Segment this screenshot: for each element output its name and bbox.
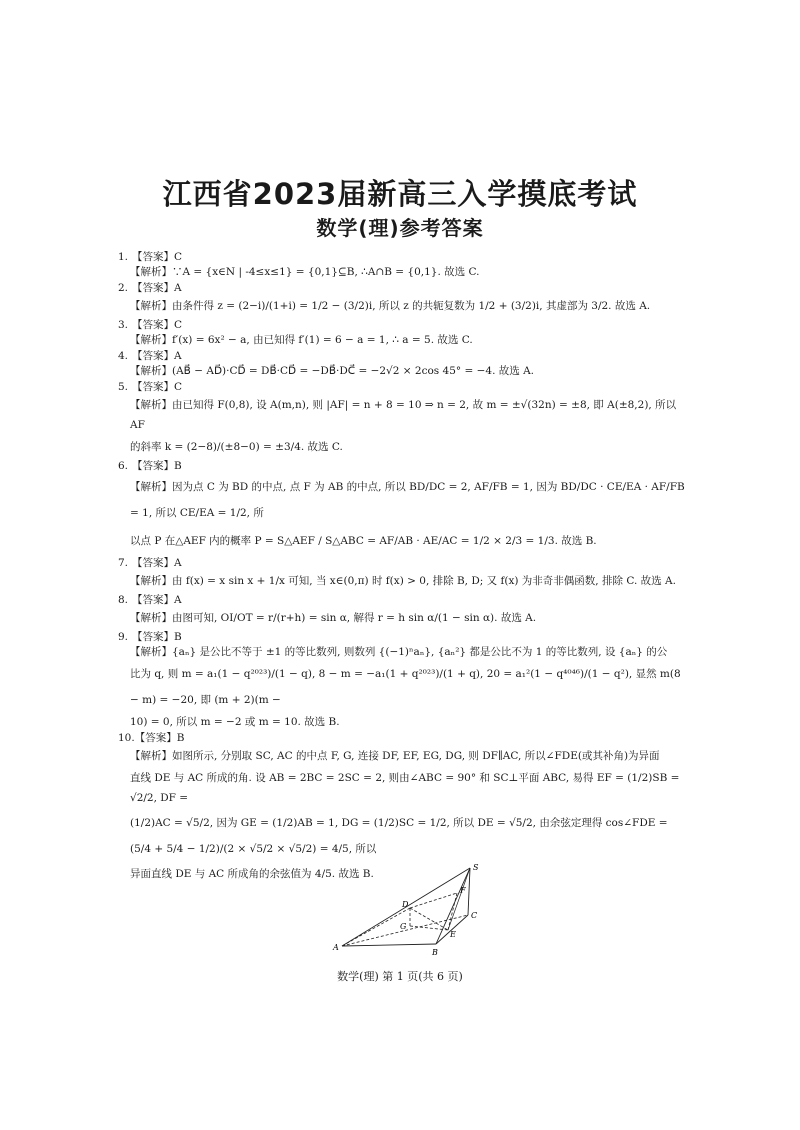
- solution-line: 【解析】f′(x) = 6x² − a, 由已知得 f′(1) = 6 − a = 1, ∴ a = 5. 故选 C.: [130, 334, 473, 346]
- question-number: 9.: [118, 631, 129, 643]
- point-label: F: [460, 886, 466, 895]
- solution-line: 以点 P 在△AEF 内的概率 P = S△AEF / S△ABC = AF/AB · AE/AC = 1/2 × 2/3 = 1/3. 故选 B.: [130, 535, 597, 547]
- point-label: A: [333, 943, 339, 952]
- solution-line: 【解析】由 f(x) = x sin x + 1/x 可知, 当 x∈(0,π) 时 f(x) > 0, 排除 B, D; 又 f(x) 为非奇非偶函数, 排除 C. 故选 A.: [130, 575, 676, 587]
- question-8: [118, 593, 688, 628]
- point-label: E: [450, 930, 456, 939]
- answer-label: 【答案】B: [132, 460, 182, 472]
- point-label: D: [402, 900, 409, 909]
- solution-line: 【解析】(AB⃗ − AD⃗)·CD⃗ = DB⃗·CD⃗ = −DB⃗·DC⃗ = −2√2 × 2cos 45° = −4. 故选 A.: [130, 365, 535, 377]
- page-subtitle: 数学(理)参考答案: [316, 216, 484, 240]
- point-label: C: [471, 911, 478, 920]
- point-label: B: [432, 948, 438, 957]
- solution-line: 【解析】如图所示, 分别取 SC, AC 的中点 F, G, 连接 DF, EF, EG, DG, 则 DF∥AC, 所以∠FDE(或其补角)为异面: [130, 750, 660, 762]
- question-number: 8.: [118, 594, 129, 606]
- question-number: 2.: [118, 282, 129, 294]
- solution-line: 【解析】∵A = {x∈N | -4≤x≤1} = {0,1}⊆B, ∴A∩B = {0,1}. 故选 C.: [130, 266, 480, 278]
- solution-line: 【解析】由图可知, OI/OT = r/(r+h) = sin α, 解得 r = h sin α/(1 − sin α). 故选 A.: [130, 612, 537, 624]
- question-9: [118, 630, 688, 729]
- answer-label: 【答案】C: [132, 319, 183, 331]
- answer-label: 【答案】C: [132, 251, 183, 263]
- point-label: G: [400, 922, 407, 931]
- answer-label: 【答案】B: [132, 631, 182, 643]
- question-number: 6.: [118, 460, 129, 472]
- question-number: 5.: [118, 381, 129, 393]
- answer-label: 【答案】A: [132, 594, 182, 606]
- answer-label: 【答案】A: [132, 350, 182, 362]
- question-1: [118, 250, 688, 279]
- solution-line: 【解析】由已知得 F(0,8), 设 A(m,n), 则 |AF| = n + 8 = 10 ⇒ n = 2, 故 m = ±√(32n) = ±8, 即 A(±8,2), 所以 AF: [130, 399, 677, 431]
- solution-line: 【解析】{aₙ} 是公比不等于 ±1 的等比数列, 则数列 {(−1)ⁿaₙ}, {aₙ²} 都是公比不为 1 的等比数列, 设 {aₙ} 的公: [130, 646, 668, 658]
- solution-line: 【解析】由条件得 z = (2−i)/(1+i) = 1/2 − (3/2)i, 所以 z 的共轭复数为 1/2 + (3/2)i, 其虚部为 3/2. 故选 A.: [130, 300, 651, 312]
- question-number: 7.: [118, 557, 129, 569]
- solution-line: 【解析】因为点 C 为 BD 的中点, 点 F 为 AB 的中点, 所以 BD/DC = 2, AF/FB = 1, 因为 BD/DC · CE/EA · AF/FB = 1, 所以 CE/EA = 1/2, 所: [130, 481, 685, 519]
- solution-line: 10) = 0, 所以 m = −2 或 m = 10. 故选 B.: [130, 716, 340, 728]
- question-3: [118, 318, 688, 347]
- question-number: 10.: [118, 732, 135, 744]
- question-6: [118, 459, 688, 554]
- answer-label: 【答案】B: [134, 732, 185, 744]
- edge-SC: [468, 868, 470, 915]
- question-number: 3.: [118, 319, 129, 331]
- question-4: [118, 349, 688, 378]
- question-2: [118, 281, 688, 316]
- geometry-figure: [330, 862, 490, 962]
- page-title: 江西省2023届新高三入学摸底考试: [162, 177, 638, 211]
- question-number: 1.: [118, 251, 129, 263]
- solution-line: 直线 DE 与 AC 所成的角. 设 AB = 2BC = 2SC = 2, 则由∠ABC = 90° 和 SC⊥平面 ABC, 易得 EF = (1/2)SB = √2/2, DF =: [130, 772, 680, 804]
- edge-SE: [448, 868, 470, 930]
- page-footer: 数学(理) 第 1 页(共 6 页): [337, 970, 463, 983]
- answer-label: 【答案】A: [132, 557, 182, 569]
- solution-line: 异面直线 DE 与 AC 所成角的余弦值为 4/5. 故选 B.: [130, 868, 374, 880]
- answer-label: 【答案】C: [132, 381, 183, 393]
- answer-list: [118, 250, 688, 886]
- dashed-line: [448, 893, 457, 930]
- question-7: [118, 556, 688, 591]
- edge-AB: [342, 944, 436, 946]
- answer-label: 【答案】A: [132, 282, 182, 294]
- solution-line: 比为 q, 则 m = a₁(1 − q²⁰²³)/(1 − q), 8 − m = −a₁(1 + q²⁰²³)/(1 + q), 20 = a₁²(1 − q⁴⁰⁴⁶)/(1 − q²), 显然 m(8 − m) = −20, 即 (m + 2)(m −: [130, 668, 681, 706]
- question-number: 4.: [118, 350, 129, 362]
- solution-line: 的斜率 k = (2−8)/(±8−0) = ±3/4. 故选 C.: [130, 441, 343, 453]
- point-label: S: [473, 863, 479, 872]
- question-5: [118, 380, 688, 457]
- solution-line: (1/2)AC = √5/2, 因为 GE = (1/2)AB = 1, DG = (1/2)SC = 1/2, 所以 DE = √5/2, 由余弦定理得 cos∠FDE = (5/4 + 5/4 − 1/2)/(2 × √5/2 × √5/2) = 4/5, 所以: [130, 817, 668, 855]
